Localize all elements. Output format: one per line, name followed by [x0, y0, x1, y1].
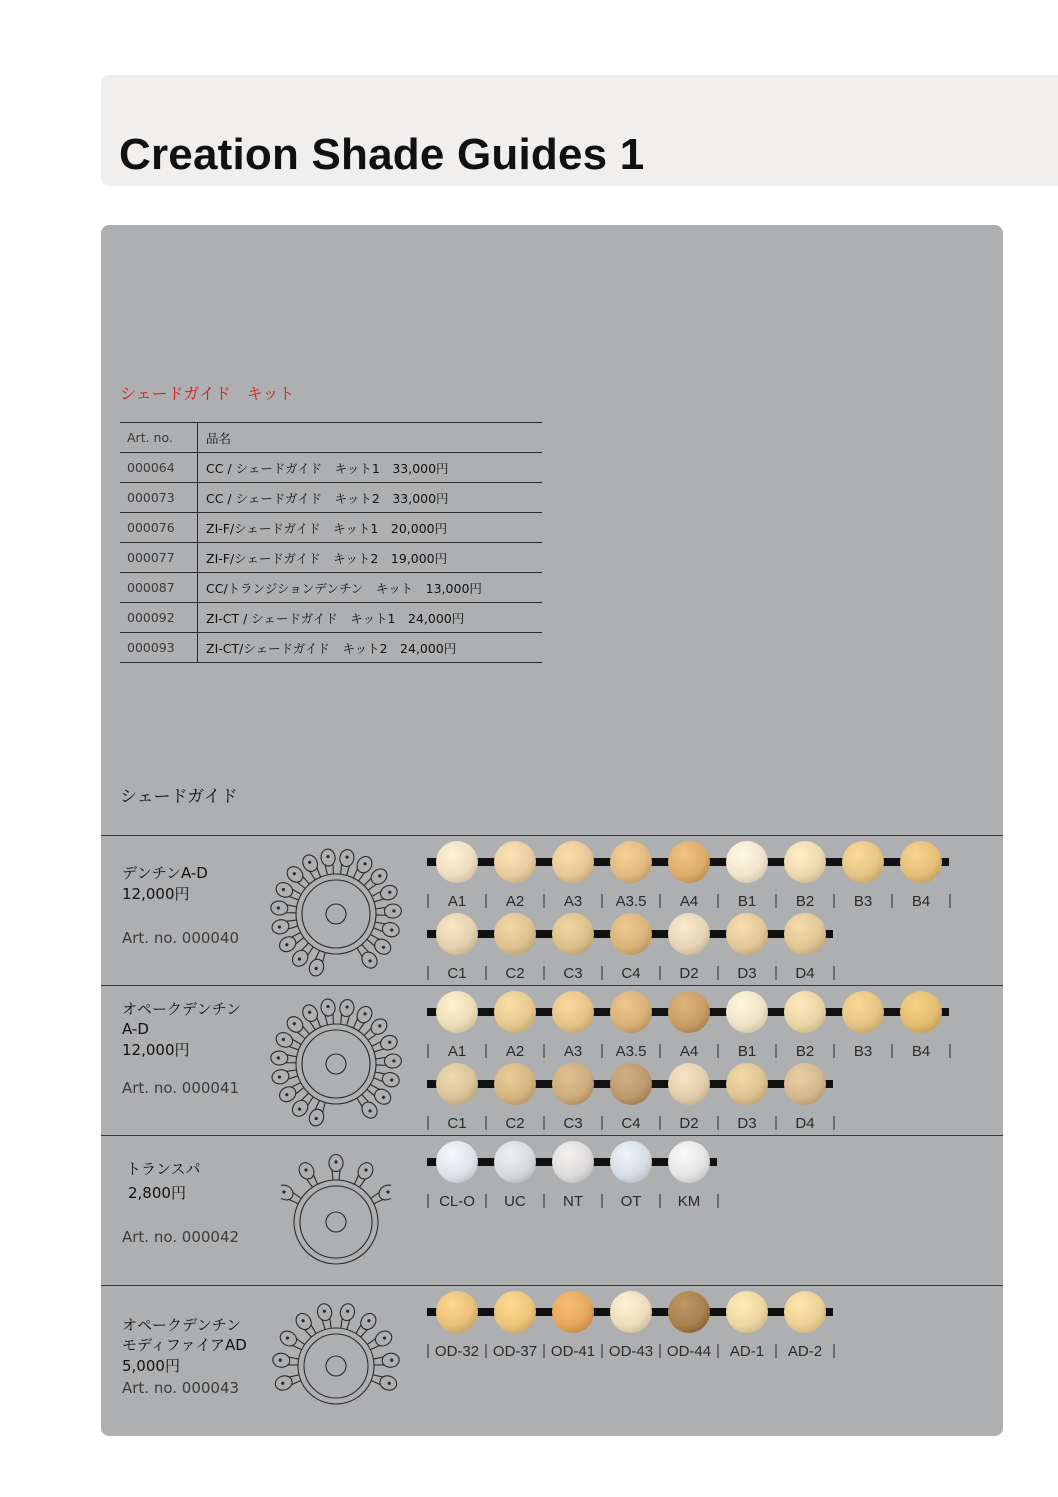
guide-row-dentin [101, 835, 1003, 986]
shade-label: B2 [795, 1043, 815, 1060]
wheel-tab [337, 998, 356, 1026]
shade-label: B2 [795, 893, 815, 910]
art-no-cell: 000093 [120, 633, 198, 663]
table-row [120, 633, 542, 663]
table-row [120, 483, 542, 513]
shade-tab [552, 1141, 594, 1183]
wheel-tab [370, 1033, 399, 1056]
shade-label: B4 [911, 1043, 931, 1060]
shade-strip [423, 910, 983, 982]
wheel-tab [376, 904, 402, 919]
guide-name: デンチンA-D [122, 864, 208, 882]
shade-label: C3 [563, 965, 583, 982]
product-name-cell: CC/トランジションデンチン キット 13,000円 [198, 573, 543, 603]
table-row [120, 453, 542, 483]
guide-row-opaque-dentin [101, 985, 1003, 1136]
shade-label: D4 [795, 1115, 815, 1132]
shade-tab [436, 991, 478, 1033]
shade-strip [423, 988, 983, 1060]
shade-label: A4 [679, 893, 699, 910]
shade-strip [423, 838, 983, 910]
shade-label: OD-43 [608, 1343, 654, 1360]
guide-art-no: Art. no. 000041 [122, 1079, 240, 1097]
kit-heading: シェードガイド キット [120, 384, 295, 403]
guide-name: トランスパ [126, 1160, 201, 1178]
shade-label: D2 [679, 1115, 699, 1132]
art-no-cell: 000076 [120, 513, 198, 543]
shade-tab [494, 991, 536, 1033]
shade-tab [726, 1291, 768, 1333]
shade-label: B1 [737, 893, 757, 910]
shade-tab [668, 991, 710, 1033]
wheel-tab [316, 1302, 335, 1330]
shade-tab [436, 1291, 478, 1333]
shade-label: C2 [505, 1115, 525, 1132]
shade-strip [423, 1060, 983, 1132]
wheel-tab [370, 1371, 399, 1392]
shade-tab [784, 913, 826, 955]
wheel-tab [337, 848, 356, 876]
shade-tab [784, 841, 826, 883]
product-name-cell: CC / シェードガイド キット2 33,000円 [198, 483, 543, 513]
shade-label: A1 [447, 893, 467, 910]
shade-tab [610, 991, 652, 1033]
column-header-name: 品名 [198, 423, 543, 453]
wheel-tab [320, 998, 337, 1025]
shade-tab [610, 841, 652, 883]
shade-tab [726, 1063, 768, 1105]
shade-label: C4 [621, 965, 641, 982]
art-no-cell: 000092 [120, 603, 198, 633]
shade-tab [552, 1291, 594, 1333]
shade-label: UC [504, 1193, 526, 1210]
shade-tab [436, 841, 478, 883]
wheel-tab [273, 1371, 302, 1392]
wheel-tab [270, 1050, 297, 1067]
shade-label: NT [563, 1193, 583, 1210]
wheel-tab [307, 949, 329, 978]
shade-label: KM [677, 1193, 701, 1210]
table-row [120, 573, 542, 603]
shade-tab [552, 1063, 594, 1105]
wheel-tab [271, 916, 299, 935]
shade-label: AD-2 [787, 1343, 823, 1360]
shade-label: A1 [447, 1043, 467, 1060]
product-name-cell: ZI-CT/シェードガイド キット2 24,000円 [198, 633, 543, 663]
guide-row-opaque-modifier [101, 1285, 1003, 1436]
shade-label: A3 [563, 893, 583, 910]
shade-tab [842, 991, 884, 1033]
shade-label: OD-32 [434, 1343, 480, 1360]
shade-tab [900, 841, 942, 883]
guide-price: 12,000円 [122, 885, 190, 903]
shade-label: A4 [679, 1043, 699, 1060]
wheel-tab [376, 1054, 402, 1069]
shade-label: C1 [447, 1115, 467, 1132]
guide-art-no: Art. no. 000043 [122, 1379, 240, 1397]
shade-tab [494, 1291, 536, 1333]
table-row [120, 543, 542, 573]
shade-tab [668, 1291, 710, 1333]
table-row [120, 513, 542, 543]
shade-tab [726, 841, 768, 883]
shade-tab [610, 913, 652, 955]
shade-label: A2 [505, 1043, 525, 1060]
shade-label: C4 [621, 1115, 641, 1132]
shade-wheel-icon [281, 1142, 391, 1282]
shade-tab [726, 913, 768, 955]
wheel-rim [296, 1024, 376, 1104]
page-title: Creation Shade Guides 1 [119, 130, 645, 179]
shade-wheel-icon [261, 1294, 411, 1434]
shade-tab [552, 913, 594, 955]
guide-price: 5,000円 [122, 1357, 180, 1375]
shade-label: D2 [679, 965, 699, 982]
shade-label: OD-37 [492, 1343, 538, 1360]
shade-tab [900, 991, 942, 1033]
guide-art-no: Art. no. 000040 [122, 929, 240, 947]
shade-label: AD-1 [729, 1343, 765, 1360]
shade-tab [610, 1291, 652, 1333]
shade-guides-heading: シェードガイド [120, 787, 238, 807]
shade-tab [494, 841, 536, 883]
shade-tab [784, 991, 826, 1033]
shade-label: OD-44 [666, 1343, 712, 1360]
shade-tab [668, 841, 710, 883]
shade-label: CL-O [439, 1193, 475, 1210]
shade-label: D3 [737, 965, 757, 982]
shade-tab [552, 991, 594, 1033]
shade-label: C2 [505, 965, 525, 982]
shade-tab [494, 913, 536, 955]
shade-tab [784, 1291, 826, 1333]
shade-tab [436, 1063, 478, 1105]
wheel-tab [373, 1352, 400, 1369]
wheel-tab [270, 900, 297, 917]
shade-tab [842, 841, 884, 883]
guide-price: 12,000円 [122, 1041, 190, 1059]
guide-name: オペークデンチン [122, 1000, 241, 1018]
wheel-tab [320, 848, 337, 875]
shade-label: A3.5 [615, 893, 647, 910]
shade-tab [436, 913, 478, 955]
table-header-row [120, 423, 542, 453]
shade-label: B3 [853, 893, 873, 910]
content-panel [101, 225, 1003, 1436]
shade-tab [494, 1141, 536, 1183]
art-no-cell: 000073 [120, 483, 198, 513]
shade-label: D3 [737, 1115, 757, 1132]
guide-row-transpa [101, 1135, 1003, 1286]
product-name-cell: CC / シェードガイド キット1 33,000円 [198, 453, 543, 483]
shade-label: A3.5 [615, 1043, 647, 1060]
kit-table [120, 422, 542, 663]
wheel-tab [373, 1068, 401, 1088]
shade-label: B1 [737, 1043, 757, 1060]
guide-name: オペークデンチン [122, 1316, 241, 1334]
wheel-rim [296, 874, 376, 954]
shade-label: A3 [563, 1043, 583, 1060]
shade-tab [726, 991, 768, 1033]
shade-label: C3 [563, 1115, 583, 1132]
shade-label: D4 [795, 965, 815, 982]
wheel-tab [272, 1352, 299, 1369]
product-name-cell: ZI-CT / シェードガイド キット1 24,000円 [198, 603, 543, 633]
shade-label: A2 [505, 893, 525, 910]
shade-tab [610, 1063, 652, 1105]
shade-tab [668, 913, 710, 955]
shade-strip [423, 1288, 983, 1360]
guide-art-no: Art. no. 000042 [122, 1228, 240, 1246]
header-band [101, 75, 1058, 186]
wheel-tab [307, 1099, 329, 1128]
art-no-cell: 000077 [120, 543, 198, 573]
guide-name-line2: A-D [122, 1020, 149, 1038]
shade-label: B4 [911, 893, 931, 910]
shade-tab [494, 1063, 536, 1105]
wheel-rim [298, 1328, 374, 1404]
shade-wheel-icon [261, 988, 411, 1134]
shade-wheel-icon [261, 838, 411, 984]
shade-tab [552, 841, 594, 883]
wheel-tab [370, 883, 399, 906]
art-no-cell: 000087 [120, 573, 198, 603]
shade-strip [423, 1138, 983, 1210]
wheel-tab [373, 918, 401, 938]
shade-tab [668, 1141, 710, 1183]
product-name-cell: ZI-F/シェードガイド キット1 20,000円 [198, 513, 543, 543]
shade-tab [784, 1063, 826, 1105]
wheel-rim [294, 1180, 378, 1264]
wheel-tab [271, 1066, 299, 1085]
shade-label: OD-41 [550, 1343, 596, 1360]
guide-name-line2: モディファイアAD [122, 1336, 247, 1354]
guide-price: 2,800円 [128, 1184, 186, 1202]
wheel-tab [337, 1302, 356, 1330]
product-name-cell: ZI-F/シェードガイド キット2 19,000円 [198, 543, 543, 573]
shade-label: OT [620, 1193, 642, 1210]
shade-tab [668, 1063, 710, 1105]
shade-tab [436, 1141, 478, 1183]
wheel-tab [329, 1155, 343, 1181]
shade-label: C1 [447, 965, 467, 982]
shade-label: B3 [853, 1043, 873, 1060]
art-no-cell: 000064 [120, 453, 198, 483]
table-row [120, 603, 542, 633]
column-header-art-no: Art. no. [120, 423, 198, 453]
shade-tab [610, 1141, 652, 1183]
